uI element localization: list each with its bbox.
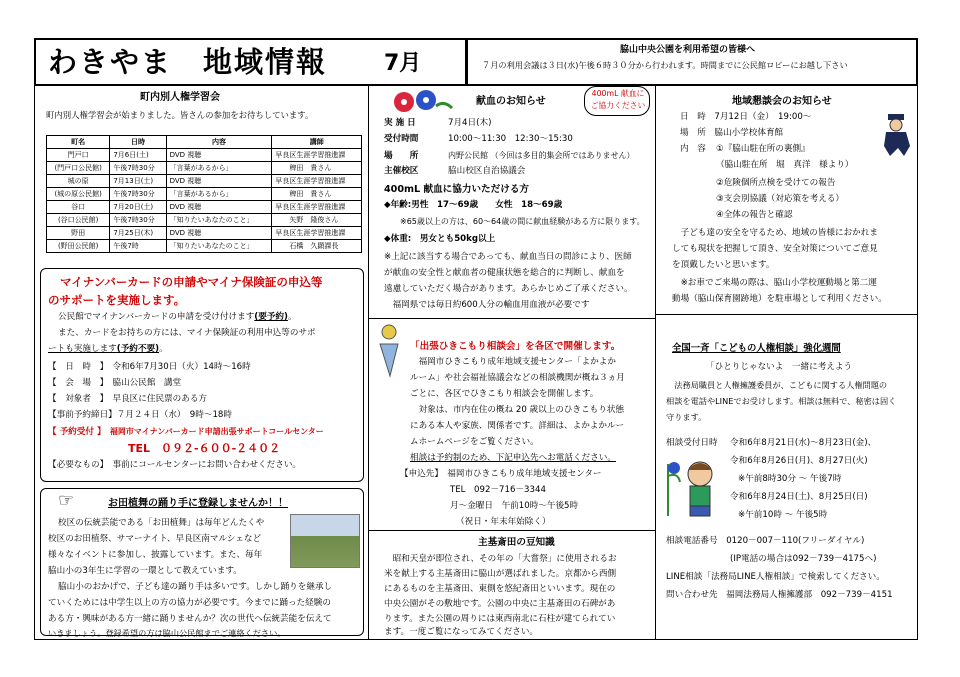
child-with-flower-icon bbox=[664, 456, 726, 524]
table-row bbox=[47, 188, 362, 201]
pointing-hand-icon: ☞ bbox=[58, 490, 75, 511]
table-cell: 稗田 貴さん bbox=[272, 188, 362, 201]
blood-divider bbox=[368, 318, 656, 319]
safety-content-label: 内 容 bbox=[680, 144, 706, 154]
blood-bubble-text: 400mL 献血にご協力ください bbox=[590, 89, 646, 110]
bring-label: 【必要なもの】 bbox=[48, 460, 104, 470]
table-cell: 7月13日(土) bbox=[110, 175, 166, 188]
children-period: ※午前10時 ～ 午後5時 bbox=[738, 510, 828, 520]
yuki-title: 主基斎田の豆知識 bbox=[478, 537, 555, 548]
table-cell: DVD 視聴 bbox=[166, 201, 272, 214]
blood-age-note: ※65歳以上の方は、60～64歳の間に献血経験がある方に限ります。 bbox=[400, 217, 645, 226]
blood-note: 遠慮していただく場合があります。あらかじめご了承ください。 bbox=[384, 284, 633, 294]
table-row bbox=[47, 162, 362, 175]
police-officer-svg bbox=[876, 112, 916, 158]
mynumber-p2-text: ートも実施します bbox=[48, 344, 117, 354]
date-label: 【 日 時 】 bbox=[48, 362, 104, 372]
safety-p2: 動場（脇山保育園跡地）を駐車場として利用ください。 bbox=[672, 294, 887, 304]
table-cell: 午後7時30分 bbox=[110, 162, 166, 175]
safety-place: 場 所 脇山小学校体育館 bbox=[680, 128, 784, 138]
police-body bbox=[884, 132, 910, 156]
table-row bbox=[47, 201, 362, 214]
child-shorts bbox=[690, 506, 710, 516]
children-period: 令和6年8月24日(土)、8月25日(日) bbox=[730, 492, 868, 502]
safety-date: 日 時 7月12日（金） 19:00～ bbox=[680, 112, 812, 122]
table-cell: 野田 bbox=[47, 227, 110, 240]
otaue-line: 脇山小のおかげで、子ども達の踊り手は多いです。しかし踊りを継承し bbox=[58, 582, 333, 592]
table-cell: 矢野 隆俊さん bbox=[272, 214, 362, 227]
table-cell: 早良区生涯学習推進課 bbox=[272, 175, 362, 188]
table-cell: DVD 視聴 bbox=[166, 175, 272, 188]
morning-glory-flower bbox=[668, 462, 680, 474]
table-cell: 午後7時30分 bbox=[110, 188, 166, 201]
blood-row-label: 受付時間 bbox=[384, 134, 419, 144]
mynumber-date bbox=[48, 360, 251, 375]
lantern-icon bbox=[372, 322, 406, 382]
table-cell: 門戸口 bbox=[47, 149, 110, 162]
otaue-line: いきましょう。登録希望の方は脇山公民館までご連絡ください。 bbox=[48, 628, 286, 638]
mynumber-p2a: また、カードをお持ちの方には、マイナ保険証の利用申込等のサポ bbox=[58, 328, 316, 338]
hikikomori-line: ごとに、各区でひきこもり相談会を開催します。 bbox=[410, 389, 599, 399]
police-face bbox=[890, 119, 902, 131]
booking-value: 福岡市マイナンバーカード申請出張サポートコールセンター bbox=[109, 427, 324, 436]
col-header: 内容 bbox=[166, 136, 272, 149]
mynumber-booking bbox=[48, 424, 324, 440]
hikikomori-tel: TEL 092－716－3344 bbox=[450, 485, 546, 495]
safety-item: ①『脇山駐在所の裏側』 bbox=[716, 144, 810, 154]
morning-glory-svg bbox=[392, 88, 454, 118]
blood-row bbox=[384, 164, 525, 179]
blood-row bbox=[384, 148, 635, 164]
blood-row-value: 内野公民館 （今回は多目的集会所ではありません） bbox=[448, 151, 635, 160]
otaue-line: ある方・興味がある方一緒に踊りませんか？次の世代へ伝統芸能を伝えて bbox=[48, 614, 332, 624]
blood-title: 献血のお知らせ bbox=[476, 96, 546, 107]
safety-item: （脇山駐在所 堀 真洋 様より） bbox=[716, 160, 854, 170]
yuki-line: ります。また公園の周りには東西南北に石柱が建てられてい bbox=[384, 614, 616, 624]
table-cell: (谷口公民館) bbox=[47, 214, 110, 227]
table-row bbox=[47, 149, 362, 162]
target-label: 【 対象者 】 bbox=[48, 394, 104, 404]
blood-note: ※上記に該当する場合であっても、献血当日の問診により、医師 bbox=[384, 252, 632, 262]
venue-value: 脇山公民館 講堂 bbox=[112, 378, 182, 388]
mynumber-p1 bbox=[58, 310, 297, 325]
hikikomori-divider bbox=[368, 530, 656, 531]
safety-p1: を頂戴したいと思います。 bbox=[672, 260, 775, 270]
no-reservation: (予約不要) bbox=[116, 344, 159, 354]
table-cell: (野田公民館) bbox=[47, 240, 110, 253]
lantern-top bbox=[382, 325, 396, 339]
reservation-required: (要予約) bbox=[254, 312, 288, 322]
table-cell: 午後7時30分 bbox=[110, 214, 166, 227]
bring-value: 事前にコールセンターにお問い合わせください。 bbox=[112, 460, 302, 470]
yuki-line: ます。一度ご覧になってみてください。 bbox=[384, 627, 539, 637]
hikikomori-reserve: 相談は予約制のため、下記申込先へお電話ください。 bbox=[410, 453, 616, 463]
safety-title: 地域懇談会のお知らせ bbox=[732, 96, 832, 107]
phone-label: 相談電話番号 bbox=[666, 536, 718, 546]
safety-p1: 子ども達の安全を守るため、地域の皆様におかれま bbox=[672, 228, 878, 238]
table-row bbox=[47, 240, 362, 253]
table-cell: 「知りたいあなたのこと」 bbox=[166, 240, 272, 253]
table-row bbox=[47, 227, 362, 240]
hikikomori-title: 「出張ひきこもり相談会」を各区で開催します。 bbox=[410, 341, 621, 352]
col-header: 講師 bbox=[272, 136, 362, 149]
otaue-line: 脇山小の3年生に学習の一環として教えています。 bbox=[48, 566, 242, 576]
table-cell: 7月20日(土) bbox=[110, 201, 166, 214]
table-cell: 「知りたいあなたのこと」 bbox=[166, 214, 272, 227]
table-cell: (城の原公民館) bbox=[47, 188, 110, 201]
mynumber-tel: TEL ０９２-６００-２４０２ bbox=[128, 442, 281, 455]
otaue-line: 様々なイベントに参加し、披露しています。また、毎年 bbox=[48, 550, 263, 560]
lantern-svg bbox=[372, 322, 406, 378]
table-cell: (門戸口公民館) bbox=[47, 162, 110, 175]
table-cell: 7月25日(木) bbox=[110, 227, 166, 240]
table-cell: 「言葉があるから」 bbox=[166, 188, 272, 201]
otaue-line: 校区の伝統芸能である「お田植舞」は毎年どんたくや bbox=[58, 518, 265, 528]
children-period: ※午前8時30分 ～ 午後7時 bbox=[738, 474, 842, 484]
table-row bbox=[47, 214, 362, 227]
table-cell: DVD 視聴 bbox=[166, 227, 272, 240]
otaue-photo bbox=[290, 514, 360, 568]
table-cell: 稗田 貴さん bbox=[272, 162, 362, 175]
mynumber-deadline: 【事前予約締日】７月２４日（水） 9時～18時 bbox=[48, 410, 232, 420]
date-value: 令和6年7月30日（火）14時～16時 bbox=[112, 362, 251, 372]
col-header: 町名 bbox=[47, 136, 110, 149]
flower-center bbox=[401, 99, 407, 105]
child-hair bbox=[688, 463, 712, 470]
yuki-line: 中央公園がその敷地です。公園の中央に主基斎田の石碑があ bbox=[384, 599, 616, 609]
booking-label: 【 予約受付 】 bbox=[48, 427, 102, 437]
hikikomori-hours-note: （祝日・年末年始除く） bbox=[456, 517, 551, 527]
safety-p1: しても現状を把握して頂き、安全対策についてご意見 bbox=[672, 244, 878, 254]
hikikomori-line: 福岡市ひきこもり成年地域支援センター「よかよか bbox=[410, 357, 616, 367]
safety-divider bbox=[655, 314, 918, 315]
children-phone bbox=[666, 534, 864, 549]
children-contact: 問い合わせ先 福岡法務局人権擁護部 092－739－4151 bbox=[666, 590, 893, 600]
table-cell: DVD 視聴 bbox=[166, 149, 272, 162]
safety-p2: ※お車でご来場の際は、脇山小学校運動場と第二運 bbox=[672, 278, 877, 288]
children-period: 令和6年8月21日(水)～8月23日(金)、 bbox=[730, 438, 877, 448]
otaue-line: 校区のお田植祭、サマーナイト、早良区南マルシェなど bbox=[48, 534, 262, 544]
venue-label: 【 会 場 】 bbox=[48, 378, 104, 388]
period: 。 bbox=[287, 312, 297, 322]
mynumber-title-1: マイナンバーカードの申請やマイナ保険証の申込等 bbox=[60, 275, 323, 289]
leaf bbox=[436, 103, 452, 108]
children-title: 全国一斉「こどもの人権相談」強化週間 bbox=[672, 343, 841, 354]
otaue-title: お田植舞の踊り手に登録しませんか！！ bbox=[108, 498, 288, 509]
table-cell: 早良区生涯学習推進課 bbox=[272, 201, 362, 214]
mynumber-p1-text: 公民館でマイナンバーカードの申請を受け付けます bbox=[58, 312, 255, 322]
blood-row bbox=[384, 132, 573, 147]
human-rights-title: 町内別人権学習会 bbox=[140, 92, 220, 103]
mynumber-target bbox=[48, 392, 207, 407]
blood-row-value: 脇山校区自治協議会 bbox=[448, 166, 526, 176]
page-title: わきやま 地域情報 bbox=[48, 45, 328, 79]
target-value: 早良区に住民票のある方 bbox=[112, 394, 208, 404]
phone-number: 0120－007－110(フリーダイヤル) bbox=[726, 536, 865, 546]
table-cell: 早良区生涯学習推進課 bbox=[272, 227, 362, 240]
yuki-line: 米を献上する主基斎田に脇山が選ばれました。京都から西側 bbox=[384, 569, 617, 579]
hikikomori-line: ムホームページをご覧ください。 bbox=[410, 437, 539, 447]
table-cell: 7月6日(土) bbox=[110, 149, 166, 162]
blood-row bbox=[384, 116, 491, 131]
hikikomori-line: にある本人や家族、関係者です。詳細は、よかよかルー bbox=[410, 421, 625, 431]
hikikomori-apply: 【申込先】 福岡市ひきこもり成年地域支援センター bbox=[400, 469, 602, 479]
table-cell: 谷口 bbox=[47, 201, 110, 214]
children-period: 令和6年8月26日(月)、8月27日(火) bbox=[730, 456, 868, 466]
safety-item: ③支会別協議（対応策を考える） bbox=[716, 194, 845, 204]
child-shirt bbox=[690, 486, 710, 506]
table-cell: 早良区生涯学習推進課 bbox=[272, 149, 362, 162]
yuki-line: にあるものを主基斎田、東側を悠紀斎田といいます。現在の bbox=[384, 584, 616, 594]
children-line: 守ります。 bbox=[666, 412, 707, 422]
table-header-row bbox=[47, 136, 362, 149]
children-line-consult: LINE相談「法務局LINE人権相談」で検索してください。 bbox=[666, 572, 885, 582]
police-officer-icon bbox=[876, 112, 916, 162]
mynumber-title-2: のサポートを実施します。 bbox=[48, 293, 186, 307]
blood-subtitle: 400mL 献血に協力いただける方 bbox=[384, 184, 530, 195]
table-row bbox=[47, 175, 362, 188]
children-phone-ip: (IP電話の場合は092－739－4175へ) bbox=[730, 554, 877, 564]
flower-center bbox=[423, 97, 429, 103]
blood-note: 福岡県では毎日約600人分の輸血用血液が必要です bbox=[384, 300, 590, 310]
children-slogan: 「ひとりじゃないよ 一緒に考えよう bbox=[706, 362, 853, 372]
period: 。 bbox=[159, 344, 168, 354]
mynumber-venue bbox=[48, 376, 181, 391]
notice-text: ７月の利用会議は３日(水)午後６時３０分から行われます。時間までに公民館ロビーにお越し下さい bbox=[482, 60, 848, 70]
children-period-label: 相談受付日時 bbox=[666, 438, 718, 448]
hikikomori-line: 対象は、市内在住の概ね 20 歳以上のひきこもり状態 bbox=[410, 405, 625, 415]
hikikomori-line: ルーム」や社会福祉協議会などの相談機関が概ね３ヵ月 bbox=[410, 373, 625, 383]
table-cell: 午後7時 bbox=[110, 240, 166, 253]
yuki-line: 昭和天皇が即位され、その年の「大嘗祭」に使用されるお bbox=[384, 554, 617, 564]
blood-note: が献血の安全性と献血者の健康状態を総合的に判断し、献血を bbox=[384, 268, 625, 278]
notice-title: 脇山中央公園を利用希望の皆様へ bbox=[620, 45, 756, 55]
human-rights-intro: 町内別人権学習会が始まりました。皆さんの参加をお待ちしています。 bbox=[46, 110, 314, 120]
blood-weight: ◆体重: 男女とも50kg以上 bbox=[384, 234, 496, 244]
hikikomori-hours: 月～金曜日 午前10時～午後5時 bbox=[450, 501, 579, 511]
blood-row-value: 7月4日(木) bbox=[448, 118, 492, 128]
otaue-line: ていくためには中学生以上の方の協力が必要です。今までに踊った経験の bbox=[48, 598, 331, 608]
blood-row-label: 主催校区 bbox=[384, 166, 419, 176]
lantern-streamer bbox=[380, 344, 398, 376]
blood-row-value: 10:00～11:30 12:30～15:30 bbox=[448, 134, 573, 144]
table-cell: 城の原 bbox=[47, 175, 110, 188]
month-label: 7月 bbox=[384, 51, 422, 76]
blood-row-label: 実 施 日 bbox=[384, 118, 416, 128]
human-rights-table bbox=[46, 135, 362, 253]
safety-item: ②危険個所点検を受けての報告 bbox=[716, 178, 836, 188]
col-header: 日時 bbox=[110, 136, 166, 149]
safety-item: ④全体の報告と確認 bbox=[716, 210, 793, 220]
table-cell: 「言葉があるから」 bbox=[166, 162, 272, 175]
children-line: 相談を電話やLINEでお受けします。相談は無料で、秘密は固く bbox=[666, 396, 897, 406]
mynumber-bring bbox=[48, 458, 301, 473]
child-svg bbox=[664, 456, 726, 520]
mynumber-p2b bbox=[48, 342, 168, 357]
children-line: 法務局職員と人権擁護委員が、こどもに関する人権問題の bbox=[666, 380, 888, 390]
blood-row-label: 場 所 bbox=[384, 151, 419, 161]
blood-age: ◆年齢:男性 17～69歳 女性 18～69歳 bbox=[384, 200, 563, 210]
table-cell: 石橋 久顕課長 bbox=[272, 240, 362, 253]
